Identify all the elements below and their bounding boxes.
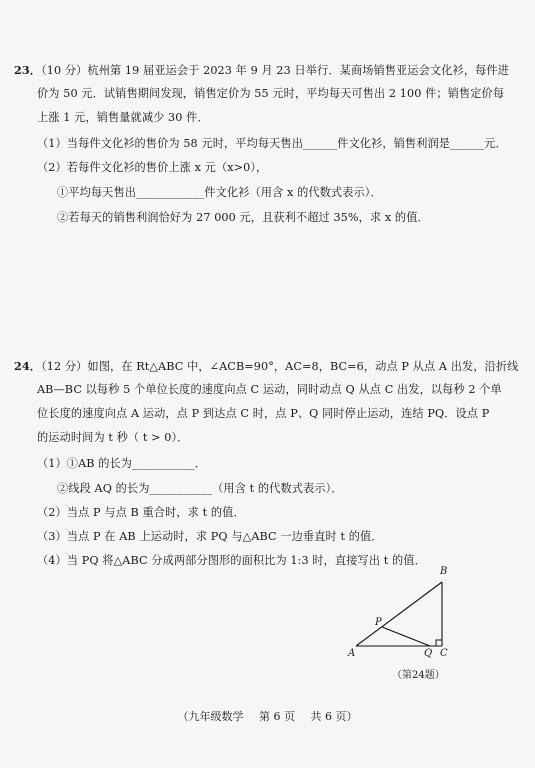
q23-line2: 价为 50 元．试销售期间发现，销售定价为 55 元时，平均每天可售出 2 100 件；销售定价每 — [37, 87, 505, 100]
q24-line2: AB—BC 以每秒 5 个单位长度的速度向点 C 运动，同时动点 Q 从点 C 出发，以每秒 2 个单 — [37, 383, 502, 396]
triangle-figure — [348, 562, 458, 692]
footer-page: 第 6 页 — [259, 710, 295, 723]
q24-text-line1: （12 分）如图，在 Rt△ABC 中，∠ACB=90°，AC=8，BC=6，动点 P 从点 A 出发，沿折线 — [41, 360, 519, 373]
footer-total: 共 6 页） — [310, 710, 358, 723]
label-a: A — [348, 648, 356, 659]
q23-part1: （1）当每件文化衫的售价为 58 元时，平均每天售出______件文化衫，销售利润是______元． — [37, 137, 507, 150]
q24-part1b: ②线段 AQ 的长为___________（用含 t 的代数式表示）． — [57, 482, 343, 495]
q24-part1a: （1）①AB 的长为___________． — [37, 457, 207, 470]
page-footer — [0, 708, 535, 724]
q24-line3: 位长度的速度向点 A 运动，点 P 到达点 C 时，点 P、Q 同时停止运动，连结 PQ．设点 P — [37, 407, 490, 420]
q23-part2b: ②若每天的销售利润恰好为 27 000 元，且获利不超过 35%，求 x 的值． — [57, 211, 429, 224]
label-p: P — [375, 617, 382, 628]
footer-subject: （九年级数学 — [177, 710, 244, 723]
right-angle-mark — [436, 640, 442, 646]
label-c: C — [440, 648, 448, 659]
q24-part3: （3）当点 P 在 AB 上运动时，求 PQ 与△ABC 一边垂直时 t 的值． — [37, 530, 383, 543]
segment-pq — [382, 627, 430, 646]
q24-line1 — [14, 358, 518, 375]
label-b: B — [440, 566, 448, 577]
q23-part2a: ①平均每天售出____________件文化衫（用含 x 的代数式表示）． — [57, 186, 382, 199]
side-ab — [356, 582, 442, 646]
q23-part2: （2）若每件文化衫的售价上涨 x 元（x>0）， — [37, 161, 268, 174]
q23-number: 23． — [14, 63, 42, 77]
q24-number: 24． — [14, 359, 42, 373]
q24-part2: （2）当点 P 与点 B 重合时，求 t 的值． — [37, 506, 245, 519]
q24-line4: 的运动时间为 t 秒（ t > 0）． — [37, 431, 189, 444]
q23-line1 — [14, 62, 509, 79]
q23-line3: 上涨 1 元，销售量就减少 30 件． — [37, 111, 209, 124]
q23-text-line1: （10 分）杭州第 19 届亚运会于 2023 年 9 月 23 日举行．某商场销售亚运会文化衫，每件进 — [41, 64, 509, 77]
label-q: Q — [424, 648, 433, 659]
figure-caption: （第24题） — [392, 670, 445, 681]
q24-part4: （4）当 PQ 将△ABC 分成两部分图形的面积比为 1:3 时，直接写出 t 的值． — [37, 554, 426, 567]
